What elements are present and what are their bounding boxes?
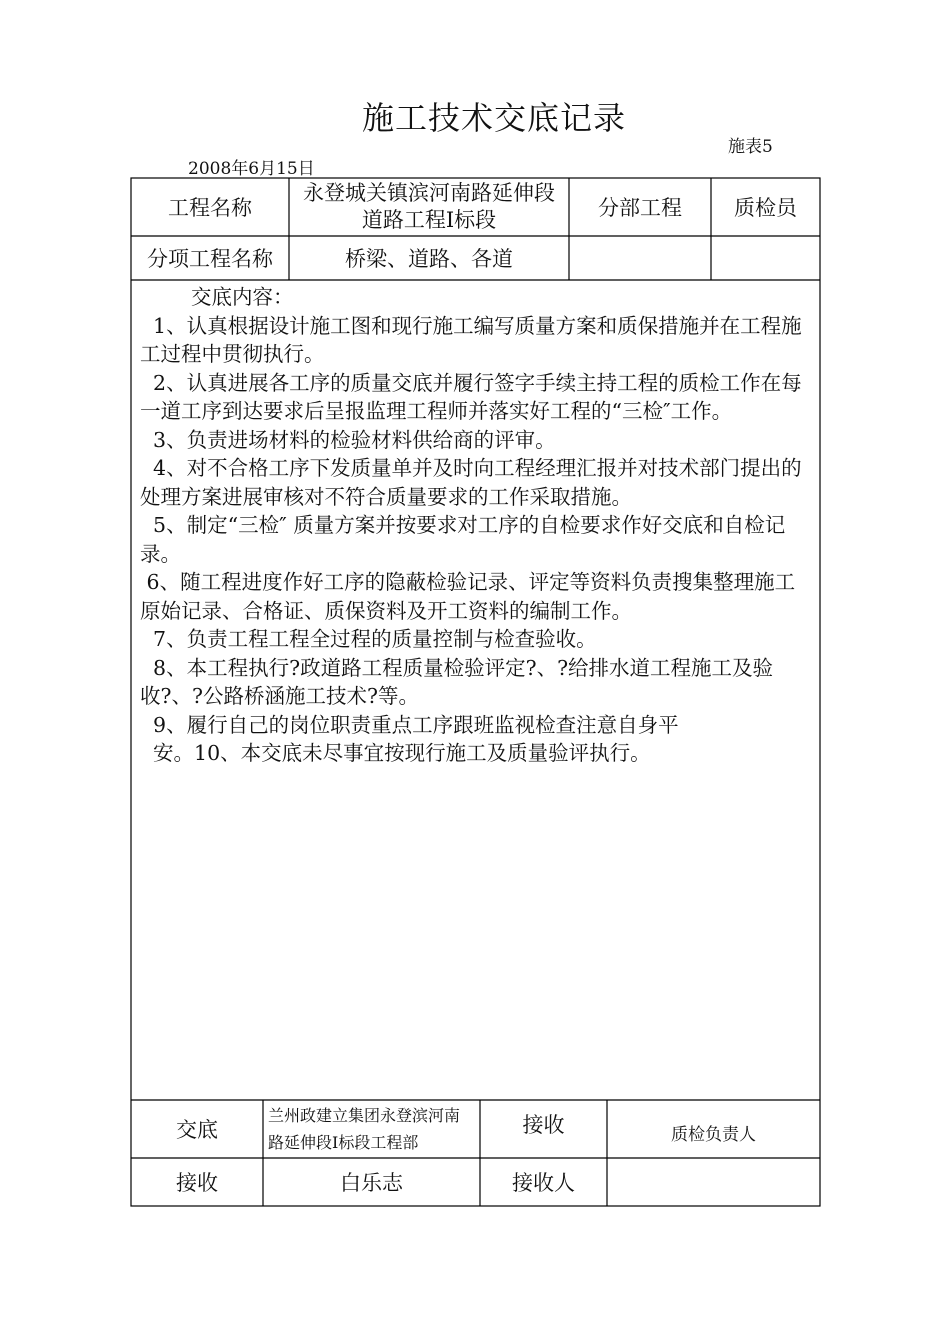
- handover-content: [140, 283, 806, 768]
- content-item-4: 4、对不合格工序下发质量单并及时向工程经理汇报并对技术部门提出的处理方案进展审核对不符合质量要求的工作采取措施。: [140, 456, 802, 509]
- receive-label-top: 接收: [522, 1113, 565, 1137]
- handover-label: 交底: [176, 1118, 218, 1142]
- content-item-2: 2、认真进展各工序的质量交底并履行签字手续主持工程的质检工作在每一道工序到达要求后呈报监理工程师并落实好工程的“三检″工作。: [140, 370, 802, 423]
- project-name-value: [296, 178, 562, 236]
- content-item-3: 3、负责进场材料的检验材料供给商的评审。: [140, 427, 556, 452]
- sub-project-value: [569, 236, 711, 280]
- content-item-5: 5、制定“三检″ 质量方案并按要求对工序的自检要求作好交底和自检记录。: [140, 513, 786, 566]
- project-name-label: 工程名称: [168, 196, 252, 220]
- content-item-9: 9、履行自己的岗位职责重点工序跟班监视检查注意自身平: [140, 712, 679, 737]
- item-name-label: 分项工程名称: [147, 247, 273, 271]
- content-item-10: 安。10、本交底未尽事宜按现行施工及质量验评执行。: [140, 741, 651, 765]
- receiver-person-label: 接收人: [512, 1171, 575, 1195]
- item-name-value: 桥梁、道路、各道: [345, 247, 513, 271]
- content-item-8: 8、本工程执行?政道路工程质量检验评定?、?给排水道工程施工及验收?、?公路桥涵施工技术?等。: [140, 655, 774, 708]
- sub-project-label: 分部工程: [598, 196, 682, 220]
- content-item-1: 1、认真根据设计施工图和现行施工编写质量方案和质保措施并在工程施工过程中贯彻执行。: [140, 313, 802, 366]
- content-item-7: 7、负责工程工程全过程的质量控制与检查验收。: [140, 627, 597, 651]
- receiver-person-value: [607, 1158, 820, 1206]
- qc-head-label: 质检负责人: [671, 1124, 756, 1145]
- inspector-label: 质检员: [734, 196, 797, 220]
- form-number: 施表5: [728, 137, 773, 157]
- project-name-text: 永登城关镇滨河南路延伸段道路工程Ⅰ标段: [303, 181, 555, 232]
- handover-org-text: 兰州政建立集团永登滨河南路延伸段Ⅰ标段工程部: [268, 1106, 461, 1152]
- document-title: 施工技术交底记录: [361, 99, 626, 137]
- receive-label-bottom: 接收: [176, 1171, 218, 1195]
- handover-org: [268, 1100, 474, 1158]
- content-item-6: 6、随工程进度作好工序的隐蔽检验记录、评定等资料负责搜集整理施工原始记录、合格证、质保资料及开工资料的编制工作。: [140, 570, 796, 623]
- content-intro: 交底内容：: [191, 285, 294, 309]
- receiver-value: 白乐志: [340, 1171, 403, 1195]
- inspector-value: [711, 236, 820, 280]
- document-date: 2008年6月15日: [188, 159, 315, 179]
